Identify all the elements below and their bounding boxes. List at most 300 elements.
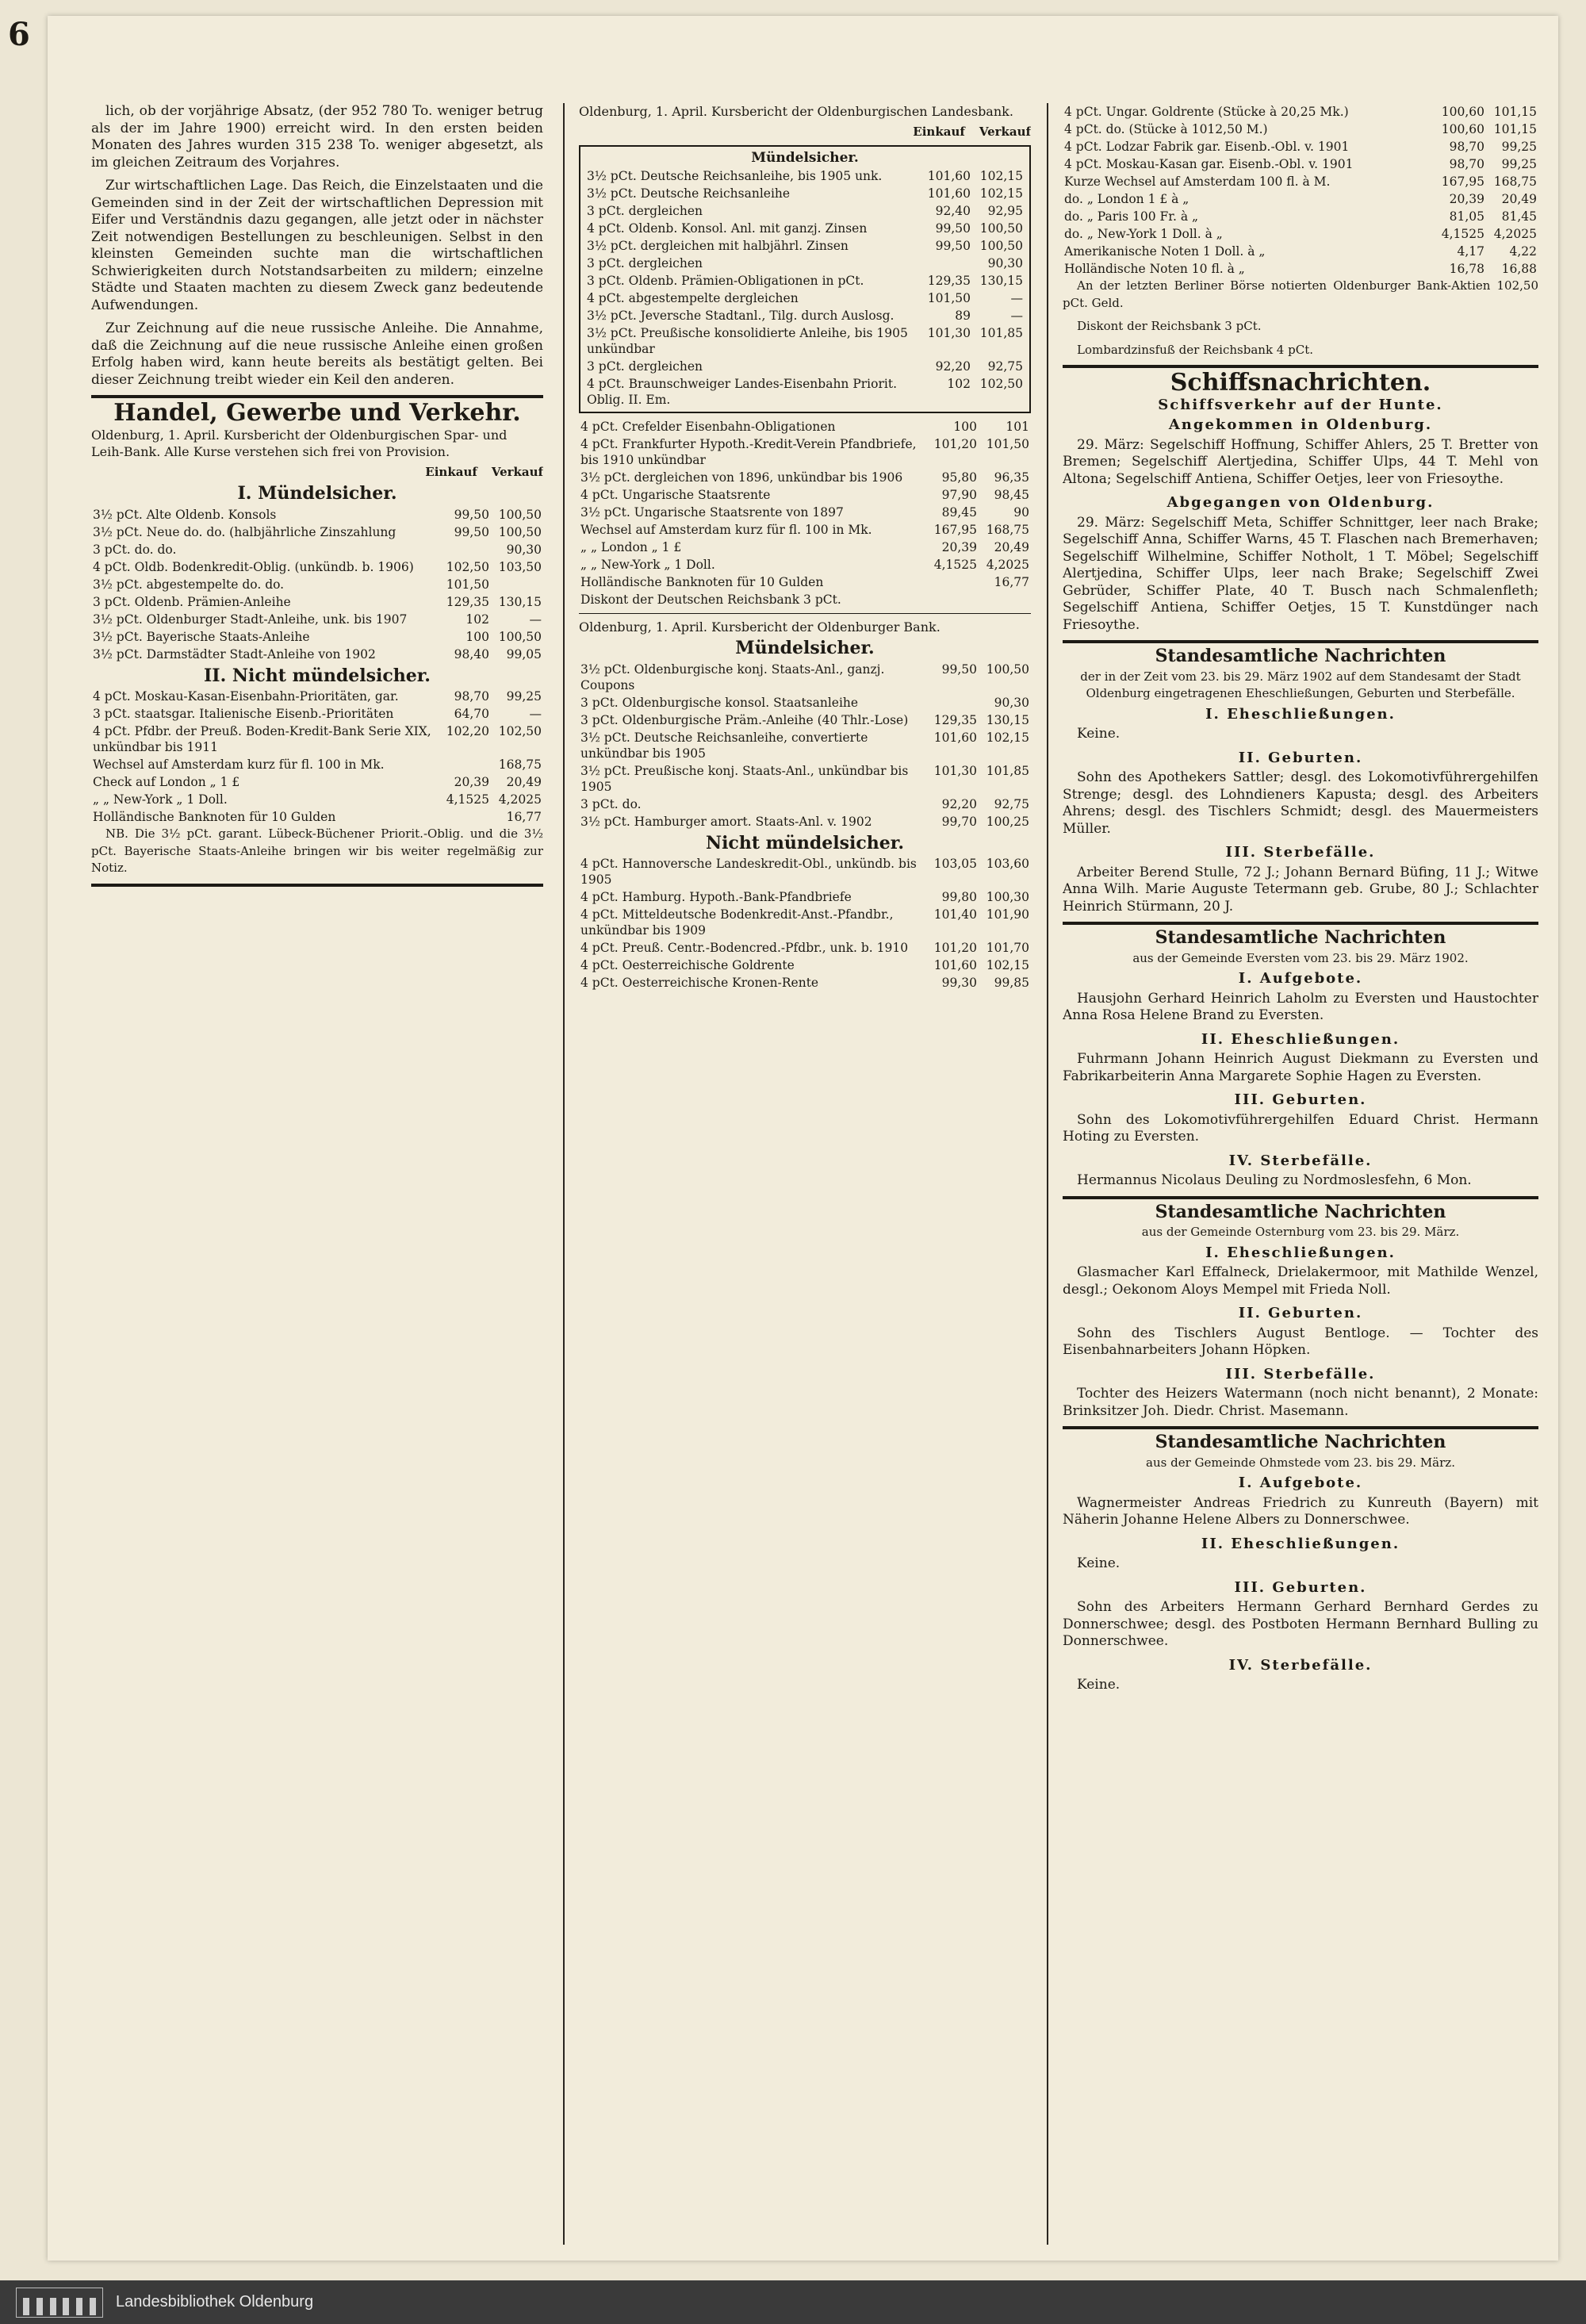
security-name: 4 pCt. Mitteldeutsche Bodenkredit-Anst.-Pfandbr., unkündbar bis 1909 xyxy=(580,907,894,938)
buy-price xyxy=(926,694,979,711)
buy-price: 89,45 xyxy=(941,504,977,520)
buy-price xyxy=(439,756,491,773)
sell-price: 130,15 xyxy=(498,594,542,609)
security-name: 3½ pCt. dergleichen mit halbjährl. Zinsen xyxy=(587,238,849,253)
security-name: 3½ pCt. Ungarische Staatsrente von 1897 xyxy=(580,504,844,520)
sell-price: 101,50 xyxy=(986,436,1029,451)
notice-text: Keine. xyxy=(1077,726,1121,742)
table-row xyxy=(579,957,1031,974)
section-title: Schiffsnachrichten. xyxy=(1170,369,1431,397)
notice-text: Arbeiter Berend Stulle, 72 J.; Johann Bernard Büfing, 11 J.; Witwe Anna Wilh. Marie Auguste Tetermann geb. Grube, 80 J.; Schlachter Heinrich Stürmann, 20 J. xyxy=(1063,864,1538,915)
security-name: 4 pCt. Hannoversche Landeskredit-Obl., unkündb. bis 1905 xyxy=(580,857,917,887)
security-name: „ „ New-York „ 1 Doll. xyxy=(93,792,228,807)
article-paragraph: 29. März: Segelschiff Hoffnung, Schiffer Ahlers, 25 T. Bretter von Bremen; Segelschiff Alertjedina, Schiffer Ulps, 44 T. Mehl von Altona; Segelschiff Antiena, Schiffer Oetjes, leer von Friesoythe. xyxy=(1063,436,1538,487)
security-name: 4 pCt. Preuß. Centr.-Bodencred.-Pfdbr., unk. b. 1910 xyxy=(580,941,909,955)
table-row xyxy=(579,539,1031,556)
buy-price xyxy=(439,541,491,558)
buy-price: 101,60 xyxy=(933,730,977,745)
section-divider xyxy=(91,884,543,887)
notice-subtitle: aus der Gemeinde Ohmstede vom 23. bis 29. März. xyxy=(1146,1455,1455,1470)
buy-price: 98,70 xyxy=(1449,157,1484,171)
security-name: 3 pCt. dergleichen xyxy=(587,359,703,374)
sell-price: 4,22 xyxy=(1509,244,1537,259)
security-name: do. „ London 1 £ à „ xyxy=(1064,192,1190,206)
table-row xyxy=(579,906,1031,939)
buy-price xyxy=(439,808,491,826)
sell-price xyxy=(491,576,543,593)
section-divider xyxy=(1063,1426,1538,1429)
sell-price: 20,49 xyxy=(1501,192,1537,206)
table-row xyxy=(585,167,1025,185)
sell-price: 90,30 xyxy=(506,542,542,557)
sell-price: 20,49 xyxy=(506,775,542,789)
table-row xyxy=(585,185,1025,202)
table-row xyxy=(579,813,1031,830)
security-name: 3½ pCt. Deutsche Reichsanleihe, bis 1905 unk. xyxy=(587,168,883,183)
buy-price: 101,50 xyxy=(927,290,971,305)
sell-price: 100,50 xyxy=(498,524,542,539)
buy-price: 101,20 xyxy=(933,436,977,451)
price-report-intro: Oldenburg, 1. April. Kursbericht der Oldenburgischen Landesbank. xyxy=(579,104,1013,119)
article-paragraph: Zur wirtschaftlichen Lage. Das Reich, die Einzelstaaten und die Gemeinden sind in der Zeit der wirtschaftlichen Depression mit Eifer und Verständnis dazu gegangen, alle jetzt oder in nächster Zeit notwendigen Bestellungen zu beschleunigen. Selbst in den kleinsten Gemeinden suchte man die wirtschaftlichen Schwierigkeiten durch Notstandsarbeiten zu mildern; einzelne Städte und Staaten machten zu diesem Zweck ganz bedeutende Aufwendungen. xyxy=(91,178,543,313)
notice-section-heading: II. Eheschließungen. xyxy=(1201,1030,1400,1048)
sell-price: 90,30 xyxy=(994,695,1029,710)
buy-price: 101,60 xyxy=(927,186,971,201)
buy-price: 4,1525 xyxy=(1441,227,1484,241)
buy-price: 98,70 xyxy=(454,689,489,704)
security-name: 4 pCt. Moskau-Kasan-Eisenbahn-Prioritäten, gar. xyxy=(93,689,399,704)
security-name: 4 pCt. Pfdbr. der Preuß. Boden-Kredit-Bank Serie XIX, unkündbar bis 1911 xyxy=(93,724,431,754)
buy-price: 101,60 xyxy=(927,168,971,183)
sell-price: 100,50 xyxy=(498,629,542,644)
buy-price: 64,70 xyxy=(454,707,489,721)
security-name: 3½ pCt. Preußische konsolidierte Anleihe, bis 1905 unkündbar xyxy=(587,325,908,356)
buy-price: 102,50 xyxy=(446,559,489,574)
security-name: Diskont der Deutschen Reichsbank 3 pCt. xyxy=(580,592,841,607)
sell-price: 100,50 xyxy=(979,238,1023,253)
price-table-6 xyxy=(579,855,1031,991)
sell-price: 102,15 xyxy=(979,168,1023,183)
notice-text: Sohn des Tischlers August Bentloge. — Tochter des Eisenbahnarbeiters Johann Höpken. xyxy=(1063,1325,1538,1358)
table-row xyxy=(579,939,1031,957)
price-table-7 xyxy=(1063,103,1538,278)
security-name: 4 pCt. Oldb. Bodenkredit-Oblig. (unkündb. b. 1906) xyxy=(93,559,414,574)
table-row xyxy=(91,541,543,558)
section-divider xyxy=(1063,365,1538,368)
sell-price: — xyxy=(529,707,542,721)
notice-section-heading: III. Sterbefälle. xyxy=(1225,844,1376,861)
sell-price: 102,50 xyxy=(498,724,542,738)
table-row xyxy=(579,469,1031,486)
buy-price: 129,35 xyxy=(933,712,977,727)
notice-title: Standesamtliche Nachrichten xyxy=(1155,646,1446,666)
civil-registry-notices xyxy=(1063,640,1538,1694)
subsection-title: II. Nicht mündelsicher. xyxy=(204,665,431,686)
security-name: 4 pCt. Ungarische Staatsrente xyxy=(580,487,771,502)
notice-text: Glasmacher Karl Effalneck, Drielakermoor, mit Mathilde Wenzel, desgl.; Oekonom Aloys Mempel mit Frieda Noll. xyxy=(1063,1264,1538,1298)
security-name: 3 pCt. do. xyxy=(580,796,642,811)
table-row xyxy=(1063,260,1538,278)
security-name: 4 pCt. Hamburg. Hypoth.-Bank-Pfandbriefe xyxy=(580,890,852,904)
sell-price: 81,45 xyxy=(1501,209,1537,224)
security-name: do. „ Paris 100 Fr. à „ xyxy=(1064,209,1199,224)
notice-subtitle: aus der Gemeinde Osternburg vom 23. bis 29. März. xyxy=(1141,1225,1460,1239)
buy-price: 129,35 xyxy=(446,594,489,609)
sell-price: 92,75 xyxy=(987,359,1023,374)
security-name: 3½ pCt. Deutsche Reichsanleihe xyxy=(587,186,791,201)
page-number: 6 xyxy=(8,16,30,53)
divider xyxy=(579,613,1031,614)
sell-price: 101,85 xyxy=(986,763,1029,778)
notice-section-heading: III. Geburten. xyxy=(1234,1091,1367,1108)
section-divider xyxy=(91,395,543,398)
table-row xyxy=(585,324,1025,358)
section-divider xyxy=(1063,640,1538,643)
table-header: Einkauf Verkauf xyxy=(425,464,543,479)
notice-title: Standesamtliche Nachrichten xyxy=(1155,1201,1446,1222)
table-row xyxy=(1063,173,1538,190)
sell-price: 16,77 xyxy=(506,810,542,824)
column-rule xyxy=(563,103,565,2245)
buy-price: 102 xyxy=(465,612,489,627)
sell-price: 20,49 xyxy=(994,539,1029,554)
buy-price: 97,90 xyxy=(941,487,977,502)
table-row xyxy=(579,974,1031,991)
notice-section-heading: IV. Sterbefälle. xyxy=(1228,1656,1373,1674)
sell-price: 101,90 xyxy=(986,907,1029,922)
notice-section-heading: I. Aufgebote. xyxy=(1238,1475,1363,1491)
section-divider xyxy=(1063,1196,1538,1199)
buy-price: 167,95 xyxy=(933,522,977,537)
notice-subtitle: der in der Zeit vom 23. bis 29. März 1902 auf dem Standesamt der Stadt Oldenburg eingetragenen Eheschließungen, Geburten und Sterbefälle. xyxy=(1080,669,1521,700)
buy-price: 100 xyxy=(953,419,977,434)
security-name: „ „ New-York „ 1 Doll. xyxy=(580,557,715,572)
security-name: 4 pCt. Crefelder Eisenbahn-Obligationen xyxy=(580,419,836,434)
price-report-intro: Oldenburg, 1. April. Kursbericht der Oldenburger Bank. xyxy=(579,619,940,635)
table-row xyxy=(579,711,1031,729)
table-row xyxy=(91,756,543,773)
buy-price: 100,60 xyxy=(1441,105,1484,119)
security-name: 4 pCt. Oesterreichische Kronen-Rente xyxy=(580,976,819,990)
notice-text: Sohn des Apothekers Sattler; desgl. des Lokomotivführergehilfen Strenge; desgl. des Lohndieners Kapusta; desgl. des Arbeiters Ahrens; desgl. des Tischlers Schmidt; desgl. des Mauermeisters Müller. xyxy=(1063,769,1538,837)
column-3 xyxy=(1063,103,1538,2245)
security-name: 4 pCt. Oldenb. Konsol. Anl. mit ganzj. Zinsen xyxy=(587,221,868,236)
notice-text: Hausjohn Gerhard Heinrich Laholm zu Eversten und Haustochter Anna Rosa Helene Brand zu Eversten. xyxy=(1063,990,1538,1023)
notice-section-heading: II. Eheschließungen. xyxy=(1201,1535,1400,1552)
sell-price: 102,15 xyxy=(986,730,1029,745)
sell-price: 100,30 xyxy=(986,890,1029,904)
table-row xyxy=(585,220,1025,237)
table-row xyxy=(91,773,543,791)
table-row xyxy=(585,307,1025,324)
table-row xyxy=(91,506,543,523)
security-name: 3 pCt. Oldenburgische Präm.-Anleihe (40 Thlr.-Lose) xyxy=(580,712,909,727)
table-row xyxy=(1063,243,1538,260)
sell-price: 96,35 xyxy=(994,470,1029,485)
notice-section-heading: I. Eheschließungen. xyxy=(1205,705,1396,723)
security-name: Kurze Wechsel auf Amsterdam 100 fl. à M. xyxy=(1064,174,1331,189)
security-name: 4 pCt. Moskau-Kasan gar. Eisenb.-Obl. v. 1901 xyxy=(1064,157,1354,171)
table-row xyxy=(579,661,1031,694)
buy-price: 99,80 xyxy=(941,890,977,904)
article-paragraph: lich, ob der vorjährige Absatz, (der 952 780 To. weniger betrug als der im Jahre 1900) erreicht wird. In den ersten beiden Monaten des Jahres wurden 315 238 To. weniger abgesetzt, als im gleichen Zeitraum des Vorjahres. xyxy=(91,103,543,171)
notice-text: Hermannus Nicolaus Deuling zu Nordmoslesfehn, 6 Mon. xyxy=(1077,1172,1472,1188)
table-row xyxy=(1063,121,1538,138)
table-row xyxy=(1063,138,1538,155)
table-row xyxy=(579,486,1031,504)
table-row xyxy=(585,202,1025,220)
sell-price: 100,50 xyxy=(986,662,1029,677)
price-table-4 xyxy=(579,418,1031,608)
security-name: Holländische Banknoten für 10 Gulden xyxy=(93,810,336,824)
security-name: 4 pCt. do. (Stücke à 1012,50 M.) xyxy=(1064,122,1268,136)
table-row xyxy=(91,723,543,756)
notice-text: Keine. xyxy=(1077,1677,1121,1693)
table-row xyxy=(1063,103,1538,121)
security-name: 4 pCt. abgestempelte dergleichen xyxy=(587,290,799,305)
security-name: 3½ pCt. Darmstädter Stadt-Anleihe von 1902 xyxy=(93,646,376,662)
security-name: Holländische Banknoten für 10 Gulden xyxy=(580,574,824,589)
sell-price: 100,25 xyxy=(986,814,1029,829)
table-row xyxy=(579,418,1031,435)
muendelsicher-box xyxy=(579,145,1031,413)
security-name: 3½ pCt. Neue do. do. (halbjährliche Zinszahlung xyxy=(93,524,396,539)
buy-price: 20,39 xyxy=(1449,192,1484,206)
table-row xyxy=(579,435,1031,469)
buy-price: 101,20 xyxy=(933,941,977,955)
sell-price: 102,50 xyxy=(979,376,1023,391)
table-row xyxy=(579,729,1031,762)
sell-price: 103,50 xyxy=(498,559,542,574)
sell-price: 102,15 xyxy=(986,958,1029,972)
sell-price: 98,45 xyxy=(994,487,1029,502)
security-name: Amerikanische Noten 1 Doll. à „ xyxy=(1064,244,1266,259)
buy-price: 103,05 xyxy=(933,857,977,871)
buy-price xyxy=(926,573,979,591)
sell-price: 99,25 xyxy=(506,689,542,704)
security-name: 3 pCt. Oldenb. Prämien-Obligationen in pCt. xyxy=(587,273,864,288)
security-name: 4 pCt. Oesterreichische Goldrente xyxy=(580,958,795,972)
notice-text: Tochter des Heizers Watermann (noch nicht benannt), 2 Monate: Brinksitzer Joh. Diedr. Christ. Masemann. xyxy=(1063,1386,1538,1419)
article-paragraph: Zur Zeichnung auf die neue russische Anleihe. Die Annahme, daß die Zeichnung auf die neue russische Anleihe einen großen Erfolg haben wird, kann heute bereits als bestätigt gelten. Bei dieser Zeichnung treibt wieder ein Keil den anderen. xyxy=(91,320,543,388)
section-title: Handel, Gewerbe und Verkehr. xyxy=(113,399,521,427)
sell-price: 100,50 xyxy=(498,507,542,522)
buy-price: 16,78 xyxy=(1449,262,1484,276)
table-row xyxy=(91,558,543,576)
table-row xyxy=(579,521,1031,539)
sell-price: 100,50 xyxy=(979,221,1023,236)
notice-section-heading: I. Aufgebote. xyxy=(1238,970,1363,987)
security-name: Check auf London „ 1 £ xyxy=(93,775,240,789)
notice-section-heading: IV. Sterbefälle. xyxy=(1228,1152,1373,1169)
sell-price: 101,15 xyxy=(1493,122,1537,136)
section-divider xyxy=(1063,922,1538,925)
table-row xyxy=(1063,208,1538,225)
security-name: „ „ London „ 1 £ xyxy=(580,539,682,554)
table-row xyxy=(91,646,543,663)
table-row xyxy=(91,523,543,541)
article-paragraph: 29. März: Segelschiff Meta, Schiffer Schnittger, leer nach Brake; Segelschiff Anna, Schiffer Warns, 45 T. Flaschen nach Bremerhaven; Segelschiff Wilhelmine, Schiffer Notholt, 1 T. Möbel; Segelschiff Alertjedina, Schiffer Ulps, leer nach Brake; Segelschiff Zwei Gebrüder, Schiffer Plate, 40 T. Busch nach Schmalenfleth; Segelschiff Antiena, Schiffer Oetjes, 15 T. Kunstdünger nach Friesoythe. xyxy=(1063,514,1538,633)
buy-price: 100 xyxy=(465,629,489,644)
table-row xyxy=(1063,225,1538,243)
security-name: do. „ New-York 1 Doll. à „ xyxy=(1064,227,1223,241)
notice-section-heading: I. Eheschließungen. xyxy=(1205,1244,1396,1261)
table-row xyxy=(91,628,543,646)
security-name: 3½ pCt. dergleichen von 1896, unkündbar bis 1906 xyxy=(580,470,903,485)
sell-price: 99,85 xyxy=(994,976,1029,990)
sell-price: 103,60 xyxy=(986,857,1029,871)
table-row xyxy=(1063,155,1538,173)
buy-price: 102 xyxy=(947,376,971,391)
price-table-5 xyxy=(579,661,1031,830)
buy-price: 101,30 xyxy=(933,763,977,778)
security-name: 3½ pCt. Jeversche Stadtanl., Tilg. durch Auslosg. xyxy=(587,308,895,323)
sell-price: — xyxy=(1010,290,1023,305)
table-row xyxy=(579,573,1031,591)
buy-price: 4,1525 xyxy=(933,557,977,572)
sell-price: 168,75 xyxy=(1493,174,1537,189)
table-row xyxy=(91,611,543,628)
table-row xyxy=(585,290,1025,307)
notice-section-heading: II. Geburten. xyxy=(1238,1305,1363,1321)
notice-text: Keine. xyxy=(1077,1555,1121,1571)
sell-price: 4,2025 xyxy=(1493,227,1537,241)
sell-price: 16,77 xyxy=(994,574,1029,589)
note: Lombardzinsfuß der Reichsbank 4 pCt. xyxy=(1077,342,1313,357)
buy-price: 4,1525 xyxy=(446,792,489,807)
table-row xyxy=(579,762,1031,796)
security-name: 3½ pCt. Hamburger amort. Staats-Anl. v. 1902 xyxy=(580,814,872,829)
buy-price: 102,20 xyxy=(446,724,489,738)
table-row xyxy=(579,591,1031,608)
table-row xyxy=(91,808,543,826)
sell-price: 99,25 xyxy=(1501,140,1537,154)
sell-price: 101,85 xyxy=(979,325,1023,340)
note: Diskont der Reichsbank 3 pCt. xyxy=(1077,319,1262,333)
security-name: 3 pCt. do. do. xyxy=(93,542,177,557)
security-name: 3½ pCt. Preußische konj. Staats-Anl., unkündbar bis 1905 xyxy=(580,763,909,794)
security-name: 4 pCt. Frankfurter Hypoth.-Kredit-Verein Pfandbriefe, bis 1910 unkündbar xyxy=(580,436,917,467)
buy-price: 92,40 xyxy=(935,203,971,218)
security-name: 3½ pCt. abgestempelte do. do. xyxy=(93,577,285,592)
price-table-3 xyxy=(585,167,1025,408)
sell-price: 130,15 xyxy=(979,273,1023,288)
table-row xyxy=(91,791,543,808)
sell-price: 16,88 xyxy=(1501,262,1537,276)
buy-price: 99,50 xyxy=(941,662,977,677)
subsection-title: Schiffsverkehr auf der Hunte. xyxy=(1158,396,1443,413)
security-name: 3 pCt. Oldenburgische konsol. Staatsanleihe xyxy=(580,695,859,710)
buy-price: 99,30 xyxy=(941,976,977,990)
notice-section-heading: III. Sterbefälle. xyxy=(1225,1365,1376,1383)
sell-price: 101,70 xyxy=(986,941,1029,955)
security-name: Wechsel auf Amsterdam kurz für fl. 100 in Mk. xyxy=(580,522,872,537)
table-row xyxy=(91,593,543,611)
buy-price xyxy=(920,255,972,272)
subsection-title: Mündelsicher. xyxy=(735,638,875,658)
table-row xyxy=(579,504,1031,521)
sell-price: 99,25 xyxy=(1501,157,1537,171)
note: An der letzten Berliner Börse notierten Oldenburger Bank-Aktien 102,50 pCt. Geld. xyxy=(1063,278,1538,310)
table-row xyxy=(585,358,1025,375)
notice-subtitle: aus der Gemeinde Eversten vom 23. bis 29. März 1902. xyxy=(1132,950,1469,965)
footer-label: Landesbibliothek Oldenburg xyxy=(116,2293,314,2311)
subsection-title: Abgegangen von Oldenburg. xyxy=(1167,494,1435,511)
security-name: 3 pCt. Oldenb. Prämien-Anleihe xyxy=(93,594,291,609)
buy-price: 99,50 xyxy=(454,507,489,522)
table-row xyxy=(579,556,1031,573)
buy-price xyxy=(926,591,979,608)
table-row xyxy=(585,255,1025,272)
sell-price: — xyxy=(529,612,542,627)
table-row xyxy=(585,237,1025,255)
notice-text: Sohn des Lokomotivführergehilfen Eduard Christ. Hermann Hoting zu Eversten. xyxy=(1063,1111,1538,1145)
table-row xyxy=(91,705,543,723)
column-rule xyxy=(1047,103,1048,2245)
security-name: 3½ pCt. Deutsche Reichsanleihe, convertierte unkündbar bis 1905 xyxy=(580,730,868,761)
sell-price: 102,15 xyxy=(979,186,1023,201)
sell-price xyxy=(979,591,1031,608)
security-name: 4 pCt. Ungar. Goldrente (Stücke à 20,25 Mk.) xyxy=(1064,105,1349,119)
buy-price: 99,50 xyxy=(935,221,971,236)
table-row xyxy=(579,796,1031,813)
notice-text: Wagnermeister Andreas Friedrich zu Kunreuth (Bayern) mit Näherin Johanne Helene Albers zu Donnerschwee. xyxy=(1063,1494,1538,1528)
security-name: 3½ pCt. Oldenburger Stadt-Anleihe, unk. bis 1907 xyxy=(93,612,408,627)
sell-price: 130,15 xyxy=(986,712,1029,727)
buy-price: 99,70 xyxy=(941,814,977,829)
sell-price: — xyxy=(1010,308,1023,323)
buy-price: 101,30 xyxy=(927,325,971,340)
table-row xyxy=(579,888,1031,906)
security-name: 3½ pCt. Bayerische Staats-Anleihe xyxy=(93,629,310,644)
security-name: 3 pCt. dergleichen xyxy=(587,255,703,270)
notice-section-heading: III. Geburten. xyxy=(1234,1578,1367,1596)
subsection-title: Angekommen in Oldenburg. xyxy=(1168,416,1433,433)
notice-text: Sohn des Arbeiters Hermann Gerhard Bernhard Gerdes zu Donnerschwee; desgl. des Postboten Hermann Bernhard Bulling zu Donnerschwee. xyxy=(1063,1599,1538,1649)
column-1 xyxy=(91,103,543,2245)
sell-price: 4,2025 xyxy=(986,557,1029,572)
side-label: Mündelsicher. xyxy=(751,150,859,166)
price-table-2 xyxy=(91,688,543,826)
security-name: 4 pCt. Braunschweiger Landes-Eisenbahn Priorit. Oblig. II. Em. xyxy=(587,376,897,407)
notice-section-heading: II. Geburten. xyxy=(1238,749,1363,766)
buy-price: 101,40 xyxy=(933,907,977,922)
price-table-1 xyxy=(91,506,543,663)
security-name: 3½ pCt. Oldenburgische konj. Staats-Anl., ganzj. Coupons xyxy=(580,662,885,692)
sell-price: 101,15 xyxy=(1493,105,1537,119)
table-row xyxy=(1063,190,1538,208)
notice-text: Fuhrmann Johann Heinrich August Diekmann zu Eversten und Fabrikarbeiterin Anna Margarete Sophie Hagen zu Eversten. xyxy=(1063,1051,1538,1084)
buy-price: 4,17 xyxy=(1457,244,1484,259)
sell-price: 168,75 xyxy=(498,757,542,772)
footer-bar xyxy=(0,2280,1586,2324)
buy-price: 99,50 xyxy=(454,524,489,539)
buy-price: 99,50 xyxy=(935,238,971,253)
column-2 xyxy=(579,103,1031,2245)
price-report-intro: Oldenburg, 1. April. Kursbericht der Oldenburgischen Spar- und Leih-Bank. Alle Kurse verstehen sich frei von Provision. xyxy=(91,427,508,459)
buy-price: 89 xyxy=(955,308,971,323)
table-row xyxy=(91,688,543,705)
buy-price: 100,60 xyxy=(1441,122,1484,136)
buy-price: 101,50 xyxy=(446,577,489,592)
library-building-icon xyxy=(16,2288,103,2318)
security-name: 4 pCt. Lodzar Fabrik gar. Eisenb.-Obl. v. 1901 xyxy=(1064,140,1350,154)
table-row xyxy=(585,272,1025,290)
security-name: 3½ pCt. Alte Oldenb. Konsols xyxy=(93,507,277,522)
buy-price: 92,20 xyxy=(935,359,971,374)
sell-price: 101 xyxy=(1006,419,1029,434)
sell-price: 4,2025 xyxy=(498,792,542,807)
